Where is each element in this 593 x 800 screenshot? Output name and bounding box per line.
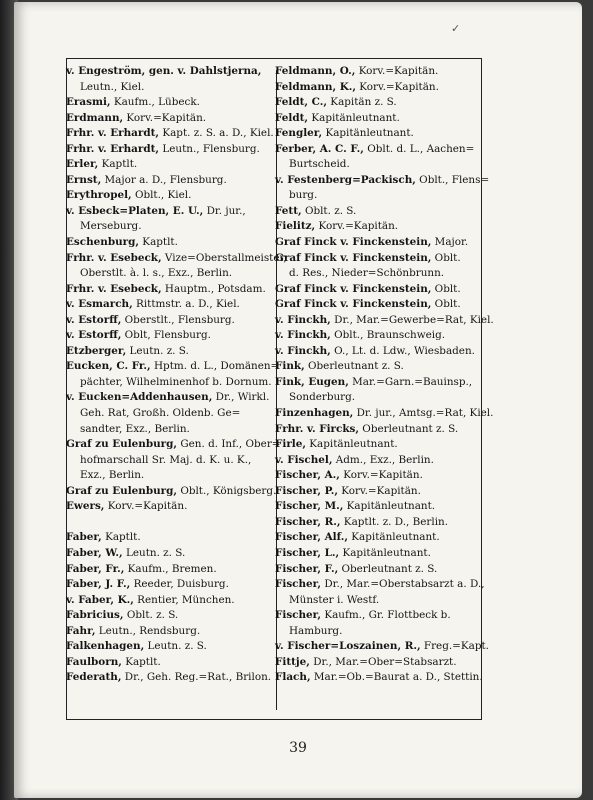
directory-entry — [275, 204, 465, 220]
entry-name: v. Finckh, — [275, 344, 331, 357]
directory-entry — [66, 251, 287, 267]
entry-details: Dr., Mar.=Ober=Stabsarzt. — [309, 655, 457, 668]
entry-name: Graf Finck v. Finckenstein, — [275, 298, 432, 311]
entry-details: Sonderburg. — [289, 391, 356, 404]
entry-name: v. Fischer=Loszainen, R., — [275, 640, 421, 653]
entry-name: Fielitz, — [275, 220, 316, 233]
entry-details: Korv.=Kapitän. — [355, 65, 439, 77]
directory-entry — [66, 126, 274, 142]
entry-details: Korv.=Kapitän. — [123, 111, 207, 124]
entry-details: Dr. jur., Amtsg.=Rat, Kiel. — [353, 407, 494, 420]
directory-entry — [275, 282, 465, 298]
entry-continuation — [66, 266, 256, 282]
entry-details: Kaufm., Lübeck. — [110, 96, 200, 109]
directory-entry — [275, 219, 465, 235]
directory-entry — [66, 670, 272, 686]
entry-details: Kaptlt. — [139, 236, 178, 249]
directory-entry — [66, 655, 256, 671]
entry-name: Etzberger, — [66, 344, 127, 357]
entry-name: Fischer, F., — [275, 562, 339, 575]
entry-details: Leutn., Kiel. — [80, 80, 145, 93]
entry-name: v. Festenberg=Packisch, — [275, 173, 416, 186]
entry-details: Kaptlt. — [101, 531, 141, 544]
directory-entry — [275, 142, 475, 158]
entry-continuation — [66, 80, 256, 96]
directory-entry — [66, 157, 256, 173]
entry-details: Oblt., Kiel. — [131, 189, 192, 202]
entry-continuation — [66, 406, 256, 422]
entry-name: Ernst, — [66, 173, 102, 186]
entry-details: Major a. D., Flensburg. — [101, 173, 227, 186]
directory-entry — [66, 313, 256, 329]
entry-name: Fischer, L., — [275, 546, 340, 559]
entry-details: Kapitänleutnant. — [343, 500, 436, 513]
entry-details: Kapitänleutnant. — [308, 111, 400, 124]
entry-details: Münster i. Westf. — [289, 593, 380, 606]
left-column — [66, 64, 287, 686]
entry-name: Graf Finck v. Finckenstein, — [275, 251, 432, 264]
entry-details: Exz., Berlin. — [80, 469, 145, 482]
directory-entry — [275, 126, 465, 142]
entry-details: burg. — [289, 189, 318, 202]
entry-details: Kapitänleutnant. — [339, 546, 431, 559]
entry-name: Graf Finck v. Finckenstein, — [275, 282, 432, 295]
entry-name: Frhr. v. Esebeck, — [66, 251, 162, 264]
entry-details: Korv.=Kapitän. — [337, 484, 421, 497]
entry-name: v. Esmarch, — [66, 298, 133, 311]
entry-details: Dr. jur., — [203, 204, 246, 217]
entry-details: Kapitän z. S. — [327, 96, 397, 109]
entry-details: Mar.=Ob.=Baurat a. D., Stettin. — [310, 671, 483, 684]
entry-name: v. Eucken=Addenhausen, — [66, 391, 213, 404]
directory-entry — [66, 64, 262, 80]
entry-details: Dr., Mar.=Gewerbe=Rat, Kiel. — [330, 313, 494, 326]
entry-continuation — [66, 375, 272, 391]
directory-entry — [66, 639, 256, 655]
entry-name: Fischer, — [275, 609, 322, 622]
entry-details: Kaptlt. — [121, 655, 161, 668]
entry-details: Leutn. z. S. — [144, 640, 207, 653]
entry-name: Fink, — [275, 360, 305, 373]
entry-details: Leutn., Flensburg. — [159, 142, 260, 155]
entry-details: d. Res., Nieder=Schönbrunn. — [289, 267, 445, 280]
entry-details: Dr., Geh. Reg.=Rat., Brilon. — [121, 671, 272, 684]
directory-entry — [275, 80, 465, 96]
right-column — [275, 64, 494, 686]
entry-details: sandter, Exz., Berlin. — [80, 422, 190, 435]
section-gap — [66, 515, 256, 531]
entry-details: Kaptlt. — [98, 158, 138, 171]
entry-name: Fittje, — [275, 655, 310, 668]
entry-continuation — [275, 157, 465, 173]
entry-name: Ferber, A. C. F., — [275, 142, 364, 155]
entry-details: Mar.=Garn.=Bauinsp., — [348, 375, 473, 388]
entry-details: Korv.=Kapitän. — [315, 220, 399, 233]
directory-entry — [275, 468, 465, 484]
entry-name: Fischer, P., — [275, 484, 338, 497]
entry-details: Adm., Exz., Berlin. — [332, 453, 434, 466]
entry-details: Oblt. — [431, 282, 461, 295]
entry-name: Falkenhagen, — [66, 640, 145, 653]
directory-entry — [66, 530, 256, 546]
entry-name: Faber, W., — [66, 546, 123, 559]
directory-entry — [275, 499, 465, 515]
directory-entry — [66, 499, 256, 515]
directory-entry — [275, 608, 465, 624]
entry-details: Oblt. — [431, 298, 461, 311]
entry-name: Erasmi, — [66, 96, 111, 109]
entry-name: Fischer, R., — [275, 515, 341, 528]
entry-name: Ewers, — [66, 500, 105, 513]
directory-entry — [66, 328, 256, 344]
entry-name: Erythropel, — [66, 189, 132, 202]
entry-name: Frhr. v. Erhardt, — [66, 142, 160, 155]
directory-entry — [275, 64, 465, 80]
entry-name: v. Engeström, gen. v. Dahlstjerna, — [66, 65, 262, 77]
page-number: 39 — [289, 740, 307, 756]
entry-details: Oblt., Königsberg. — [177, 484, 277, 497]
directory-entry — [275, 453, 465, 469]
directory-entry — [275, 546, 465, 562]
entry-details: Rittmstr. a. D., Kiel. — [132, 298, 240, 311]
directory-entry — [66, 235, 256, 251]
entry-continuation — [275, 188, 465, 204]
entry-details: Oberstlt. à. l. s., Exz., Berlin. — [80, 267, 233, 280]
directory-entry — [66, 437, 281, 453]
entry-name: Graf Finck v. Finckenstein, — [275, 236, 432, 249]
entry-name: Faber, Fr., — [66, 562, 125, 575]
directory-entry — [66, 562, 256, 578]
entry-name: Eschenburg, — [66, 236, 139, 249]
entry-name: Frhr. v. Esebeck, — [66, 282, 162, 295]
directory-entry — [275, 344, 475, 360]
directory-entry — [66, 359, 280, 375]
entry-name: Firle, — [275, 438, 306, 451]
entry-details: Oblt. d. L., Aachen= — [363, 142, 475, 155]
entry-details: Hamburg. — [289, 624, 343, 637]
directory-entry — [275, 422, 465, 438]
directory-entry — [275, 359, 465, 375]
entry-details: pächter, Wilhelminenhof b. Dornum. — [80, 375, 272, 388]
entry-continuation — [66, 422, 256, 438]
entry-name: Feldmann, K., — [275, 80, 356, 93]
directory-entry — [275, 111, 465, 127]
entry-name: v. Estorff, — [66, 313, 122, 326]
directory-entry — [66, 546, 256, 562]
directory-entry — [275, 251, 465, 267]
entry-details: Dr., Wirkl. — [212, 391, 270, 404]
directory-entry — [275, 95, 465, 111]
entry-name: Frhr. v. Erhardt, — [66, 127, 160, 140]
entry-details: Kaptlt. z. D., Berlin. — [340, 515, 449, 528]
directory-entry — [66, 344, 256, 360]
entry-name: Fischer, A., — [275, 469, 340, 482]
entry-name: Faber, J. F., — [66, 578, 131, 591]
directory-entry — [66, 95, 256, 111]
entry-details: hofmarschall Sr. Maj. d. K. u. K., — [80, 453, 252, 466]
entry-name: Feldt, — [275, 111, 309, 124]
entry-details: Oblt., Braunschweig. — [330, 329, 446, 342]
entry-details: Rentier, München. — [133, 593, 235, 606]
entry-details: O., Lt. d. Ldw., Wiesbaden. — [330, 344, 475, 357]
directory-entry — [275, 562, 465, 578]
entry-details: Oblt. z. S. — [301, 204, 357, 217]
entry-name: Feldt, C., — [275, 96, 327, 109]
directory-entry — [275, 639, 489, 655]
entry-details: Oblt., Flens= — [415, 173, 490, 186]
entry-details: Oblt. z. S. — [123, 609, 179, 622]
directory-entry — [275, 173, 490, 189]
entry-name: Graf zu Eulenburg, — [66, 484, 178, 497]
entry-continuation — [66, 219, 256, 235]
entry-name: v. Esbeck=Platen, E. U., — [66, 204, 204, 217]
entry-details: Reeder, Duisburg. — [130, 578, 229, 591]
entry-details: Oberstlt., Flensburg. — [121, 313, 235, 326]
entry-details: Dr., Mar.=Oberstabsarzt a. D., — [321, 578, 485, 591]
entry-details: Vize=Oberstallmeister, — [161, 251, 287, 264]
directory-entry — [275, 577, 485, 593]
entry-name: Flach, — [275, 671, 311, 684]
directory-entry — [66, 608, 256, 624]
entry-name: Fabricius, — [66, 609, 124, 622]
directory-entry — [275, 437, 465, 453]
entry-details: Kapitänleutnant. — [305, 438, 398, 451]
entry-name: Federath, — [66, 671, 122, 684]
directory-entry — [66, 484, 277, 500]
entry-details: Oberleutnant z. S. — [338, 562, 438, 575]
directory-entry — [66, 297, 256, 313]
entry-name: Feldmann, O., — [275, 65, 356, 77]
entry-name: v. Finckh, — [275, 313, 331, 326]
entry-name: Eucken, C. Fr., — [66, 360, 151, 373]
entry-details: Kaufm., Bremen. — [124, 562, 217, 575]
entry-continuation — [275, 390, 465, 406]
entry-details: Gen. d. Inf., Ober= — [177, 438, 281, 451]
entry-details: Hptm. d. L., Domänen= — [150, 360, 280, 373]
directory-entry — [275, 235, 469, 251]
entry-details: Korv.=Kapitän. — [104, 500, 188, 513]
entry-name: v. Fischel, — [275, 453, 333, 466]
directory-entry — [66, 282, 266, 298]
directory-entry — [275, 313, 494, 329]
directory-entry — [66, 173, 256, 189]
entry-details: Leutn. z. S. — [126, 344, 189, 357]
directory-entry — [66, 577, 256, 593]
entry-continuation — [275, 624, 465, 640]
entry-continuation — [66, 468, 256, 484]
directory-entry — [66, 111, 256, 127]
entry-name: v. Finckh, — [275, 329, 331, 342]
entry-continuation — [275, 266, 465, 282]
entry-name: Fengler, — [275, 127, 323, 140]
entry-details: Freg.=Kapt. — [420, 640, 489, 653]
directory-entry — [275, 484, 465, 500]
entry-name: Faber, — [66, 531, 102, 544]
entry-name: v. Faber, K., — [66, 593, 134, 606]
entry-details: Oblt. — [431, 251, 461, 264]
entry-name: Fahr, — [66, 624, 96, 637]
entry-name: Erdmann, — [66, 111, 124, 124]
entry-details: Leutn. z. S. — [122, 546, 186, 559]
directory-entry — [275, 515, 465, 531]
entry-details: Kaufm., Gr. Flottbeck b. — [321, 609, 451, 622]
corner-pencil-mark: ✓ — [451, 22, 461, 35]
entry-details: Burtscheid. — [289, 158, 350, 171]
directory-entry — [66, 188, 256, 204]
entry-details: Geh. Rat, Großh. Oldenb. Ge= — [80, 407, 241, 420]
entry-details: Kapitänleutnant. — [322, 127, 414, 140]
directory-entry — [66, 624, 256, 640]
directory-entry — [275, 670, 483, 686]
entry-name: Erler, — [66, 158, 99, 171]
directory-entry — [275, 297, 465, 313]
entry-continuation — [66, 453, 256, 469]
entry-details: Korv.=Kapitän. — [339, 469, 423, 482]
directory-entry — [275, 406, 494, 422]
entry-details: Korv.=Kapitän. — [355, 80, 439, 93]
directory-entry — [275, 375, 473, 391]
entry-details: Oberleutnant z. S. — [359, 422, 459, 435]
entry-name: Fischer, — [275, 578, 322, 591]
entry-name: Graf zu Eulenburg, — [66, 438, 178, 451]
entry-name: Fink, Eugen, — [275, 375, 349, 388]
entry-details: Kapt. z. S. a. D., Kiel. — [159, 127, 274, 140]
entry-details: Kapitänleutnant. — [347, 531, 440, 544]
entry-name: v. Estorff, — [66, 329, 122, 342]
entry-details: Leutn., Rendsburg. — [95, 624, 201, 637]
entry-details: Major. — [431, 236, 469, 249]
entry-details: Oberleutnant z. S. — [304, 360, 404, 373]
entry-details: Hauptm., Potsdam. — [161, 282, 266, 295]
directory-entry — [66, 593, 256, 609]
entry-name: Faulborn, — [66, 655, 122, 668]
directory-entry — [275, 655, 465, 671]
entry-details: Merseburg. — [80, 220, 142, 233]
directory-entry — [275, 530, 465, 546]
entry-name: Frhr. v. Fircks, — [275, 422, 359, 435]
entry-name: Fett, — [275, 204, 302, 217]
entry-name: Fischer, Alf., — [275, 531, 348, 544]
directory-entry — [275, 328, 465, 344]
entry-name: Fischer, M., — [275, 500, 344, 513]
entry-continuation — [275, 593, 465, 609]
directory-entry — [66, 142, 260, 158]
directory-entry — [66, 204, 256, 220]
entry-name: Finzenhagen, — [275, 407, 354, 420]
directory-entry — [66, 390, 270, 406]
entry-details: Oblt, Flensburg. — [121, 329, 211, 342]
